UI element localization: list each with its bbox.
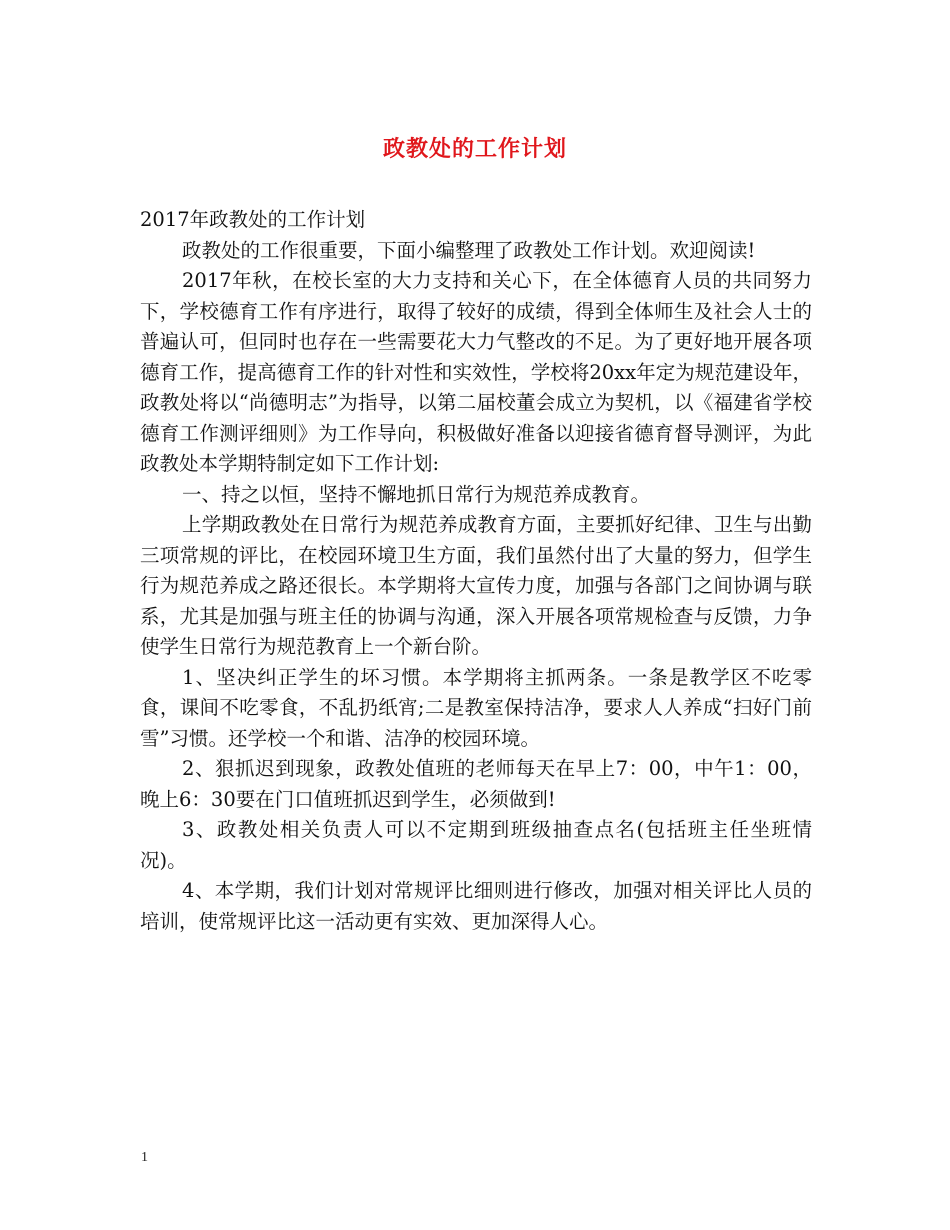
document-body	[140, 205, 812, 937]
list-item-2: 2、狠抓迟到现象，政教处值班的老师每天在早上7：00，中午1：00，晚上6：30要在门口值班抓迟到学生，必须做到!	[140, 757, 812, 811]
document-subtitle: 2017年政教处的工作计划	[140, 208, 366, 231]
list-item-4: 4、本学期，我们计划对常规评比细则进行修改，加强对相关评比人员的培训，使常规评比这一活动更有实效、更加深得人心。	[140, 879, 812, 933]
page-number: 1	[141, 1150, 148, 1165]
section-heading-1: 一、持之以恒，坚持不懈地抓日常行为规范养成教育。	[182, 482, 651, 506]
list-item-1: 1、坚决纠正学生的坏习惯。本学期将主抓两条。一条是教学区不吃零食，课间不吃零食，不乱扔纸宵;二是教室保持洁净，要求人人养成“扫好门前雪”习惯。还学校一个和谐、洁净的校园环境。	[140, 665, 812, 750]
paragraph-intro: 政教处的工作很重要，下面小编整理了政教处工作计划。欢迎阅读!	[182, 238, 756, 262]
paragraph-background: 2017年秋，在校长室的大力支持和关心下，在全体德育人员的共同努力下，学校德育工作有序进行，取得了较好的成绩，得到全体师生及社会人士的普遍认可，但同时也存在一些需要花大力气整改的不足。为了更好地开展各项德育工作，提高德育工作的针对性和实效性，学校将20xx年定为规范建设年，政教处将以“尚德明志”为指导，以第二届校董会成立为契机，以《福建省学校德育工作测评细则》为工作导向，积极做好准备以迎接省德育督导测评，为此政教处本学期特制定如下工作计划:	[140, 269, 812, 475]
document-title: 政教处的工作计划	[382, 136, 567, 162]
paragraph-section-1: 上学期政教处在日常行为规范养成教育方面，主要抓好纪律、卫生与出勤三项常规的评比，在校园环境卫生方面，我们虽然付出了大量的努力，但学生行为规范养成之路还很长。本学期将大宣传力度，加强与各部门之间协调与联系，尤其是加强与班主任的协调与沟通，深入开展各项常规检查与反馈，力争使学生日常行为规范教育上一个新台阶。	[140, 513, 812, 658]
list-item-3: 3、政教处相关负责人可以不定期到班级抽查点名(包括班主任坐班情况)。	[140, 818, 812, 872]
